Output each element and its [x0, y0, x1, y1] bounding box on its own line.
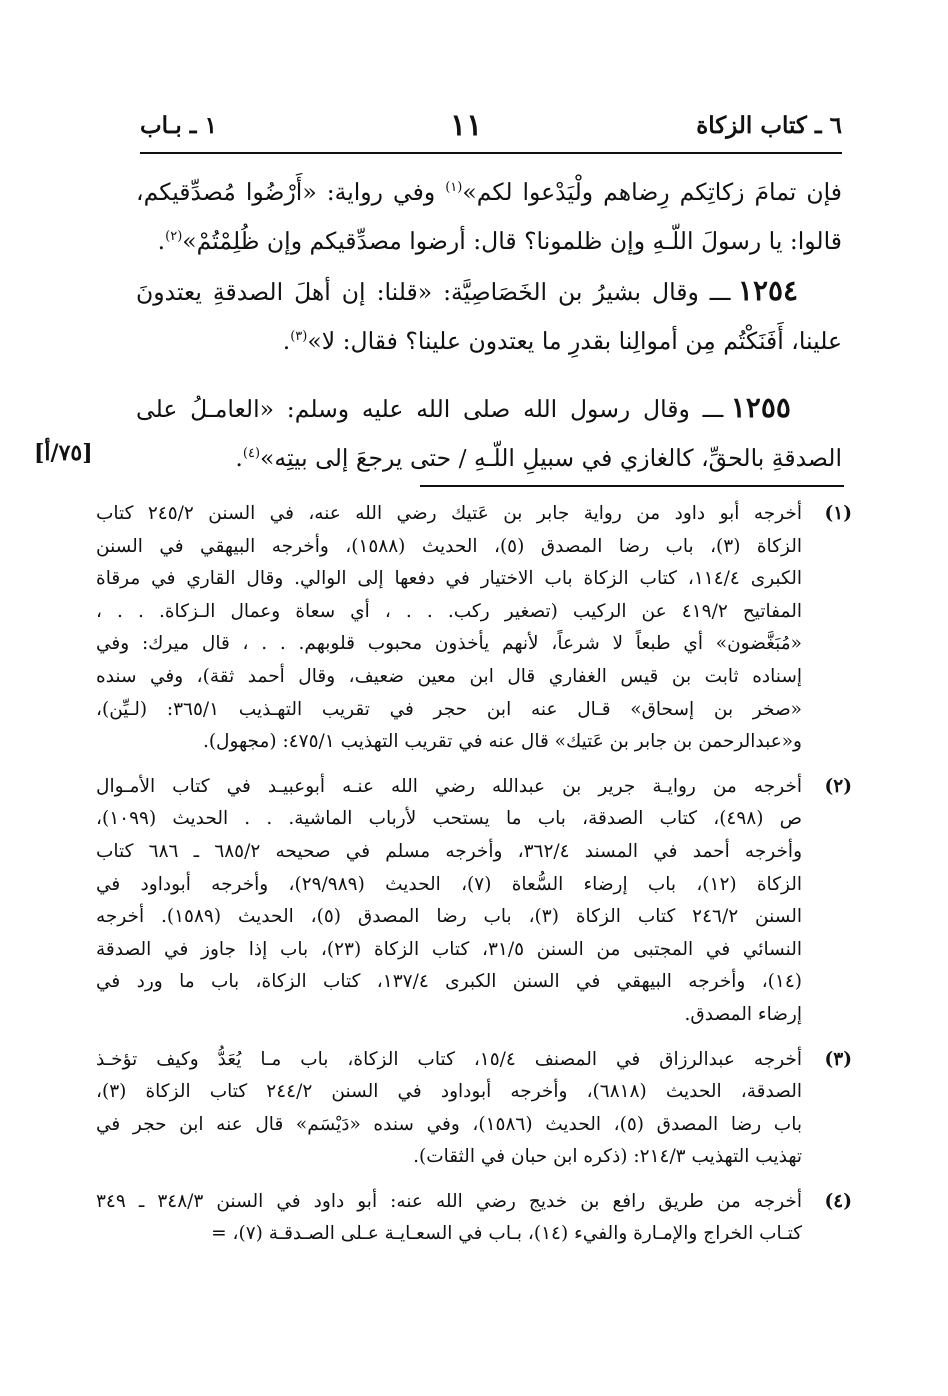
- footnote-number: (١): [824, 503, 852, 524]
- hadith-number: ١٢٥٤: [737, 274, 799, 307]
- page-number: ١١: [450, 108, 483, 143]
- hadith-1255: ١٢٥٥ ـــ وقال رسول الله صلى الله عليه وسلم: «العامـلُ على الصدقةِ بالحقِّ، كالغازي في سبيلِ اللّـهِ / حتى يرجعَ إلى بيتِه»$^{(٤)}$.: [136, 391, 842, 472]
- footnote-line: كتـاب الخراج والإمـارة والفيء (١٤)، بـاب في السعـايـة عـلى الصـدقـة (٧)، =: [211, 1223, 802, 1245]
- footnote-number: (٣): [824, 1048, 852, 1070]
- hadith-number: ١٢٥٥: [730, 391, 791, 424]
- footnote-line: و«عبدالرحمن بن جابر بن عَتيك» قال عنه في تقريب التهذيب ٤٧٥/١: (مجهول).: [202, 731, 802, 753]
- footnote-line: المفاتيح ٤١٩/٢ عن الركيب (تصغير ركب. . . ، أي سعاة وعمال الـزكاة. . . ،: [96, 600, 802, 622]
- hadith-1254: ١٢٥٤ ـــ وقال بشيرُ بن الخَصَاصِيَّة: «قلنا: إن أهلَ الصدقةِ يعتدونَ علينا، أَفَنَكْتُم مِن أموالِنا بقدرِ ما يعتدون علينا؟ فقال: لا»$^{(٣)}$.: [136, 274, 842, 355]
- folio-marker: [٧٥/أ]: [34, 440, 93, 466]
- footnote-line: السنن ٢٤٦/٢ كتاب الزكاة (٣)، باب رضا المصدق (٥)، الحديث (١٥٨٩). أخرجه: [96, 906, 802, 928]
- footnote-line: باب رضا المصدق (٥)، الحديث (١٥٨٦)، وفي سنده «دَيْسَم» قال عنه ابن حجر في: [96, 1113, 802, 1135]
- footnote-line: النسائي في المجتبى من السنن ٣١/٥، كتاب الزكاة (٢٣)، باب إذا جاوز في الصدقة: [96, 938, 803, 960]
- footnotes: [96, 498, 852, 1253]
- footnote-line: إسناده ثابت بن قيس الغفاري قال ابن معين ضعيف، وقال أحمد ثقة)، وفي سنده: [96, 665, 802, 687]
- footnote-line: الكبرى ١١٤/٤، كتاب الزكاة باب الاختيار في دفعها إلى الوالي. وقال القاري في مرقاة: [96, 568, 802, 590]
- footnote-ref[interactable]: (١): [445, 180, 463, 196]
- footnote-gap: [96, 761, 852, 771]
- footnote-line: (١٤)، وأخرجه البيهقي في السنن الكبرى ١٣٧/٤، كتاب الزكاة، باب ما ورد في: [96, 971, 802, 993]
- section-title: ١ ـ بـاب: [140, 112, 217, 139]
- footnote-gap: [96, 1176, 852, 1186]
- footnote-line: «صخر بن إسحاق» قـال عنه ابن حجر في تقريب التهـذيب ٣٦٥/١: (لـيِّن)،: [96, 698, 802, 720]
- footnote: [96, 498, 852, 759]
- footnote-line: ص (٤٩٨)، كتاب الصدقة، باب ما يستحب لأرباب الماشية. . . الحديث (١٠٩٩)،: [96, 808, 802, 830]
- footnote-line: أخرجه من روايـة جرير بن عبدالله رضي الله عنـه أبوعبيـد في كتاب الأمـوال: [96, 775, 802, 797]
- footnote-line: أخرجه عبدالرزاق في المصنف ١٥/٤، كتاب الزكاة، باب مـا يُعَدُّ وكيف تؤخـذ: [96, 1048, 802, 1070]
- footnote-line: وأخرجه أحمد في المسند ٣٦٢/٤، وأخرجه مسلم في صحيحه ٦٨٥/٢ ـ ٦٨٦ كتاب: [96, 840, 802, 862]
- main-text: [136, 168, 842, 483]
- footnote-number: (٢): [824, 775, 852, 797]
- footnote-gap: [96, 1034, 852, 1044]
- footnote: [96, 1044, 852, 1174]
- header-rule: [140, 152, 842, 154]
- page-header: [140, 108, 842, 152]
- footnote-line: أخرجه من طريق رافع بن خديج رضي الله عنه: أبو داود في السنن ٣٤٨/٣ ـ ٣٤٩: [96, 1190, 802, 1212]
- footnote: [96, 771, 852, 1032]
- footnote-line: إرضاء المصدق.: [684, 1003, 802, 1025]
- footnote-line: «مُبَغَّضون» أي طبعاً لا شرعاً، لأنهم يأخذون محبوب قلوبهم. . . ، قال ميرك: وفي: [96, 633, 802, 655]
- footnote-number: (٤): [824, 1190, 852, 1212]
- chapter-title: ٦ ـ كتاب الزكاة: [696, 112, 842, 139]
- footnote-line: أخرجه أبو داود من رواية جابر بن عَتيك رضي الله عنه، في السنن ٢٤٥/٢ كتاب: [96, 503, 803, 524]
- footnote-ref[interactable]: (٣): [290, 329, 308, 345]
- footnote: [96, 1186, 852, 1251]
- footnote-ref[interactable]: (٢): [165, 229, 183, 245]
- footnote-ref[interactable]: (٤): [242, 446, 261, 462]
- footnote-line: تهذيب التهذيب ٢١٤/٣: (ذكره ابن حبان في الثقات).: [413, 1146, 802, 1168]
- footnote-line: الصدقة، الحديث (٦٨١٨)، وأخرجه أبوداود في السنن ٢٤٤/٢ كتاب الزكاة (٣)،: [96, 1081, 802, 1103]
- footnote-separator: [420, 485, 844, 487]
- footnote-line: الزكاة (١٢)، باب إرضاء السُّعاة (٧)، الحديث (٢٩/٩٨٩)، وأخرجه أبوداود في: [96, 873, 802, 895]
- main-paragraph-continuation: فإن تمامَ زكاتِكم رِضاهم ولْيَدْعوا لكم»$^{(١)}$ وفي رواية: «أَرْضُوا مُصدِّقيكم، قالوا: يا رسولَ اللّـهِ وإن ظلمونا؟ قال: أرضوا مصدِّقيكم وإن ظُلِمْتُمْ»$^{(٢)}$.: [136, 178, 842, 255]
- footnote-line: الزكاة (٣)، باب رضا المصدق (٥)، الحديث (١٥٨٨)، وأخرجه البيهقي في السنن: [96, 535, 802, 557]
